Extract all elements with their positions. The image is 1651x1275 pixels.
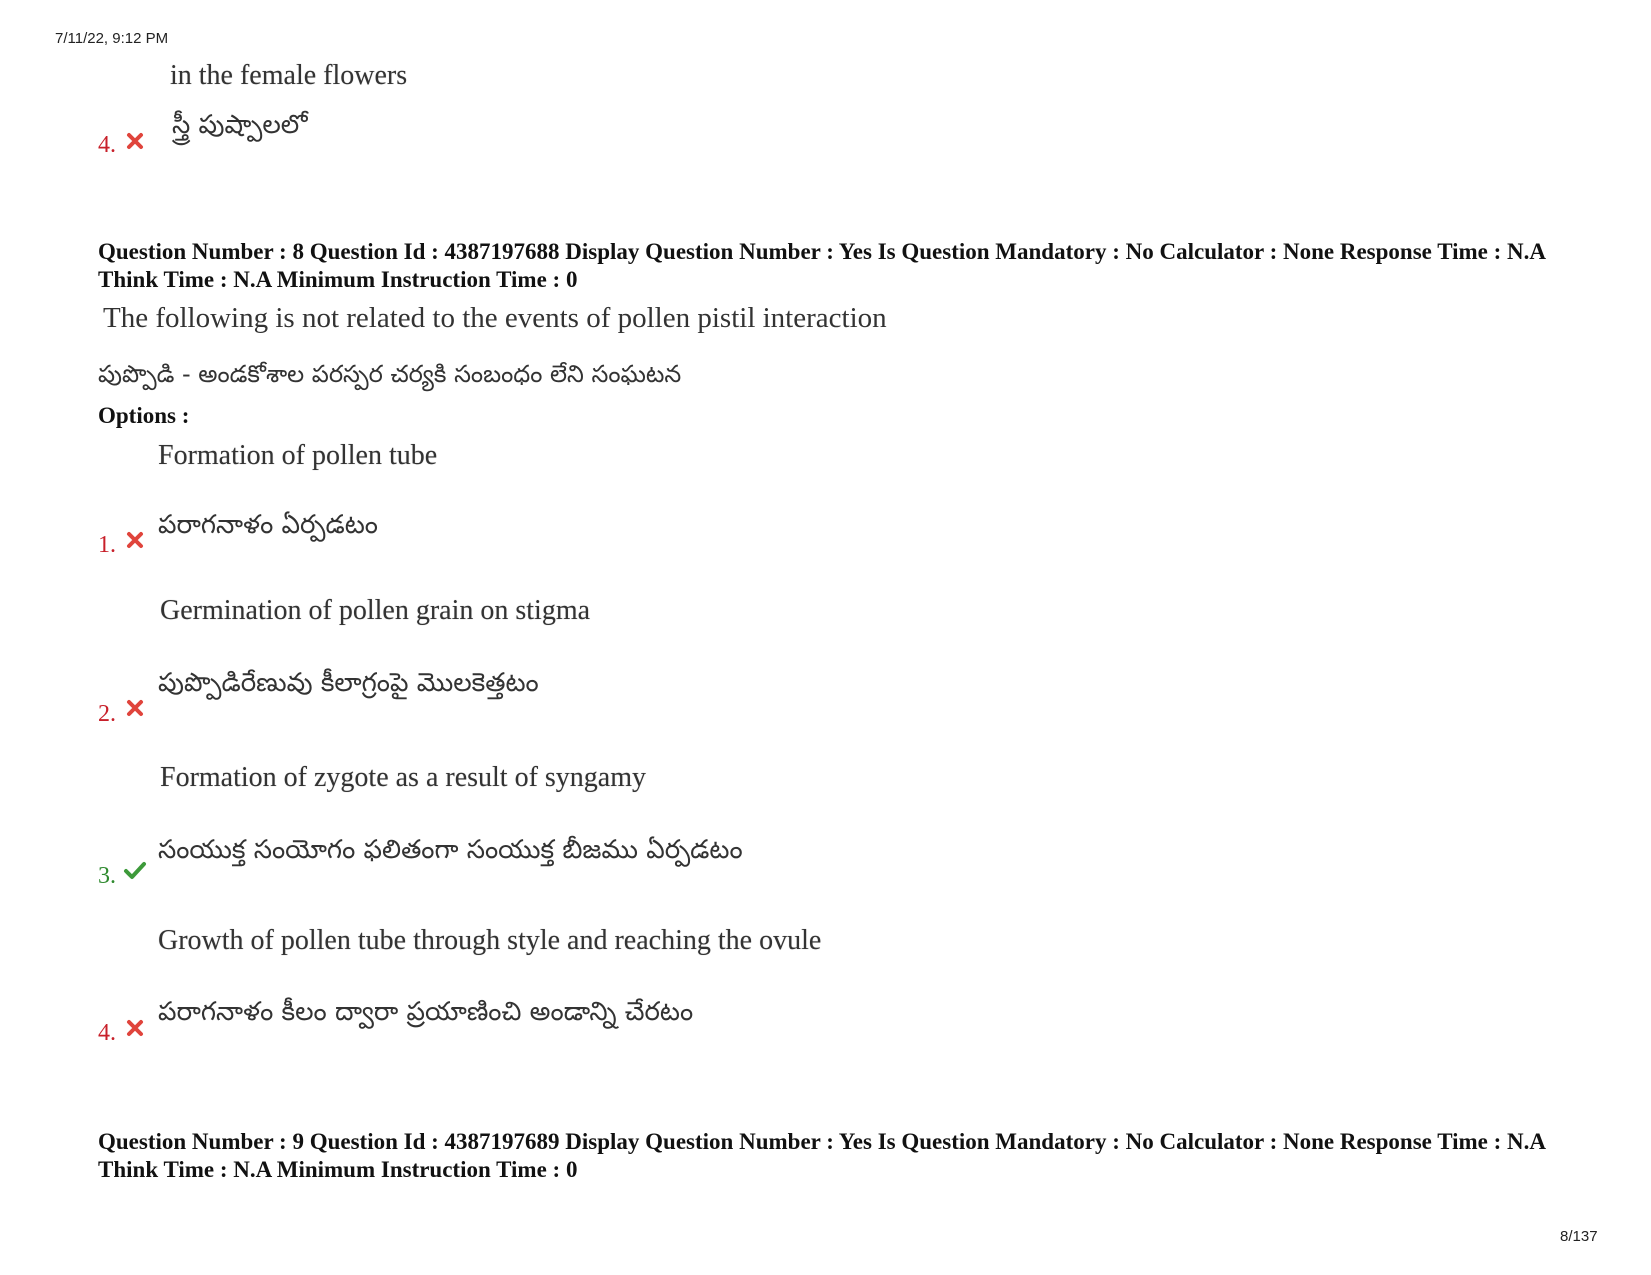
option-2-english: Germination of pollen grain on stigma <box>160 595 591 626</box>
option-4-english: Growth of pollen tube through style and reaching the ovule <box>158 925 822 956</box>
prev-option-4-number: 4. <box>98 132 116 158</box>
option-1-telugu: పరాగనాళం ఏర్పడటం <box>158 510 378 540</box>
cross-icon <box>125 131 145 151</box>
option-3-english: Formation of zygote as a result of syngamy <box>160 762 647 793</box>
option-1-english: Formation of pollen tube <box>158 440 438 471</box>
options-label: Options : <box>98 403 190 428</box>
option-3-telugu: సంయుక్త సంయోగం ఫలితంగా సంయుక్త బీజము ఏర్పడటం <box>158 835 743 865</box>
page-number: 8/137 <box>1560 1228 1598 1245</box>
question-8-english: The following is not related to the events of pollen pistil interaction <box>103 302 887 334</box>
cross-icon <box>125 530 145 550</box>
question-8-meta: Question Number : 8 Question Id : 4387197688 Display Question Number : Yes Is Question Mandatory : No Calculator : None Response Time : N.A Think Time : N.A Minimum Instruction Time : 0 <box>98 239 1545 292</box>
option-1-number: 1. <box>98 532 116 558</box>
check-icon <box>123 861 147 881</box>
option-3-number: 3. <box>98 863 116 889</box>
cross-icon <box>125 698 145 718</box>
question-8-telugu: పుప్పొడి - అండకోశాల పరస్పర చర్యకి సంబంధం లేని సంఘటన <box>98 360 682 388</box>
option-2-number: 2. <box>98 701 116 727</box>
prev-option-4-telugu: స్త్రీ పుష్పాలలో <box>172 110 308 140</box>
question-9-meta: Question Number : 9 Question Id : 4387197689 Display Question Number : Yes Is Question Mandatory : No Calculator : None Response Time : N.A Think Time : N.A Minimum Instruction Time : 0 <box>98 1129 1545 1182</box>
option-4-number: 4. <box>98 1020 116 1046</box>
option-4-telugu: పరాగనాళం కీలం ద్వారా ప్రయాణించి అండాన్ని చేరటం <box>158 997 694 1027</box>
cross-icon <box>125 1018 145 1038</box>
print-timestamp: 7/11/22, 9:12 PM <box>55 30 169 47</box>
option-2-telugu: పుప్పొడిరేణువు కీలాగ్రంపై మొలకెత్తటం <box>158 668 539 698</box>
prev-option-4-english: in the female flowers <box>170 60 408 91</box>
